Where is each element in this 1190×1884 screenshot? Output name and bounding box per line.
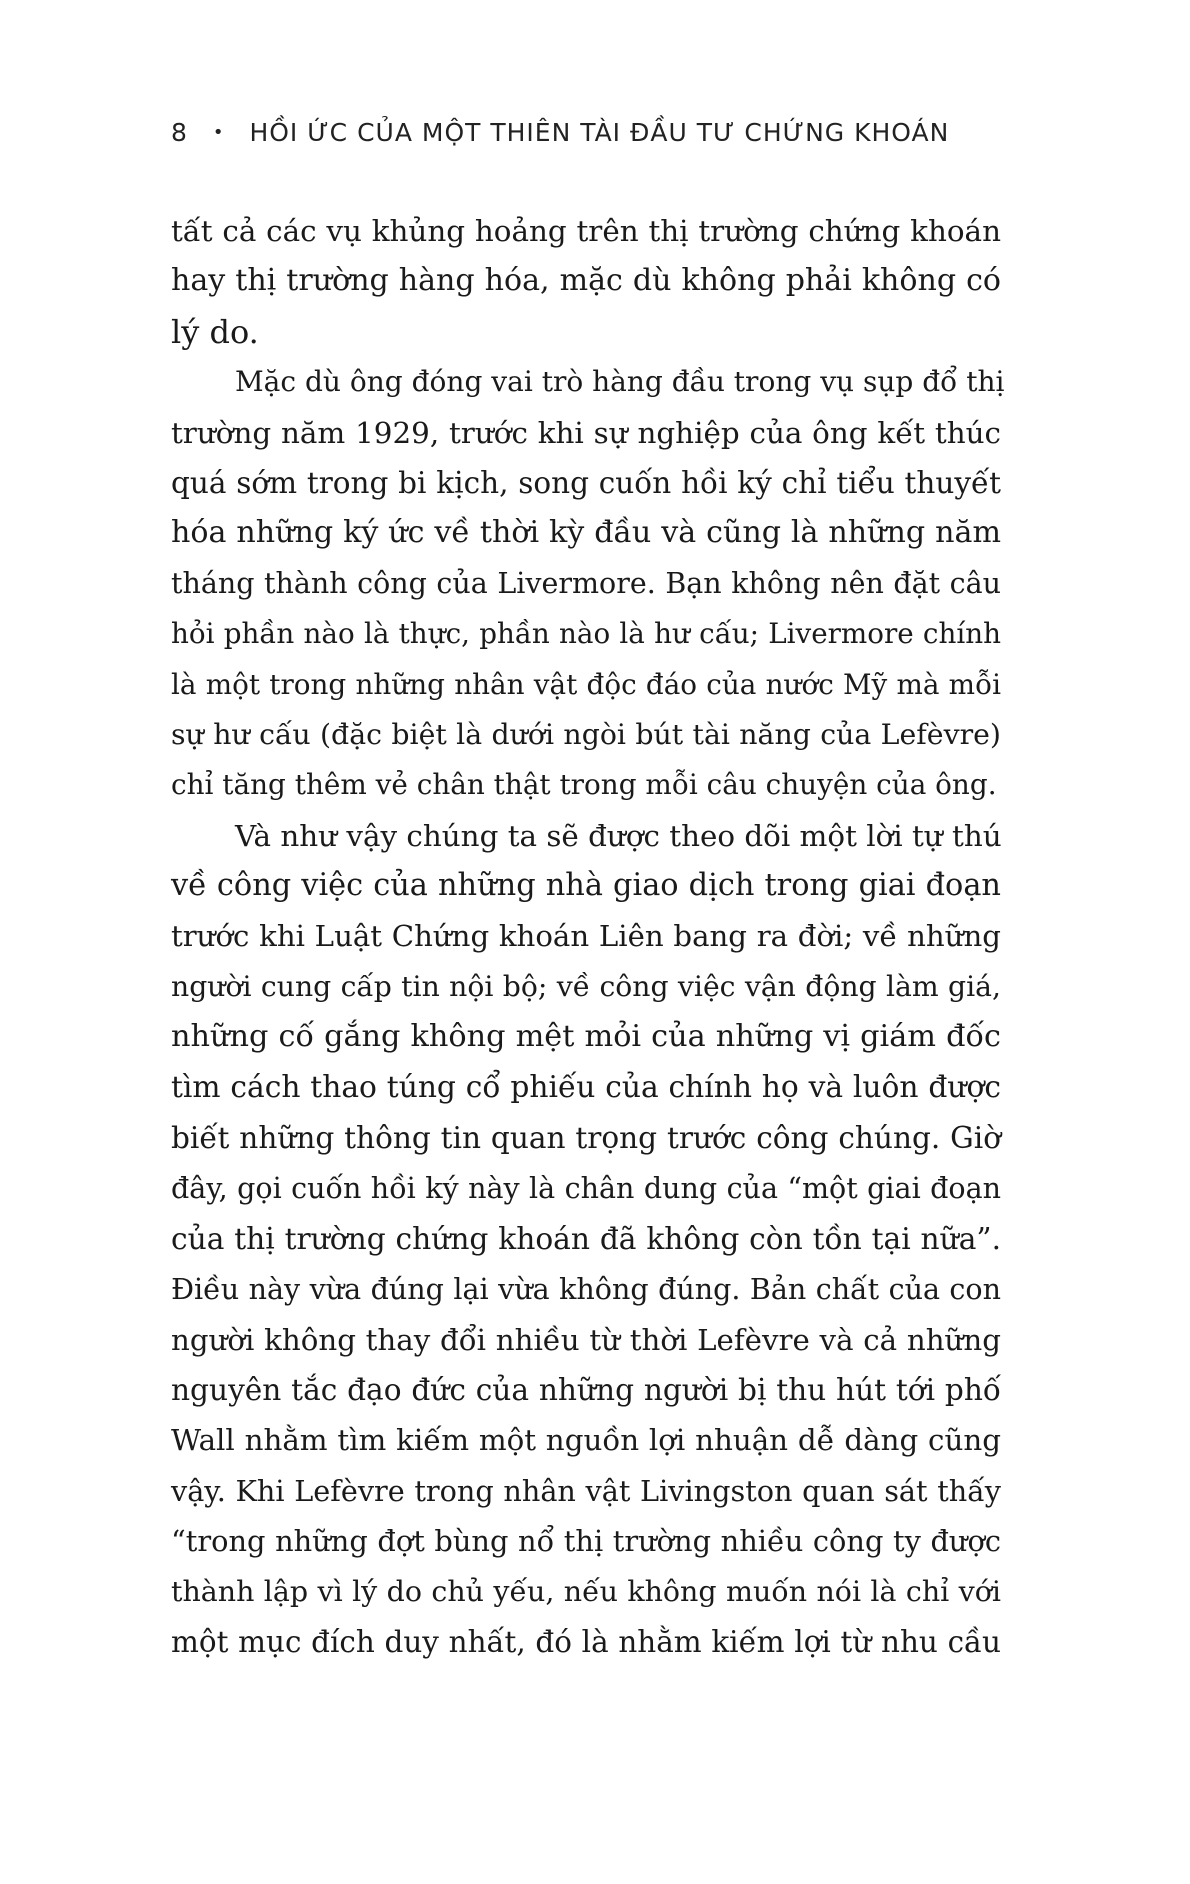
text-line: quá sớm trong bi kịch, song cuốn hồi ký chỉ tiểu thuyết — [171, 465, 1001, 500]
bullet-separator: • — [212, 122, 225, 143]
paragraph-1 — [171, 206, 1001, 357]
text-line: người cung cấp tin nội bộ; về công việc vận động làm giá, — [171, 969, 1001, 1003]
text-line: vậy. Khi Lefèvre trong nhân vật Livingston quan sát thấy — [171, 1473, 1001, 1508]
text-line: là một trong những nhân vật độc đáo của nước Mỹ mà mỗi — [171, 667, 1001, 701]
text-line: tháng thành công của Livermore. Bạn không nên đặt câu — [171, 566, 1001, 600]
text-line: hóa những ký ức về thời kỳ đầu và cũng là những năm — [171, 515, 1001, 551]
text-line: thành lập vì lý do chủ yếu, nếu không muốn nói là chỉ với — [171, 1574, 1001, 1608]
book-title: HỒI ỨC CỦA MỘT THIÊN TÀI ĐẦU TƯ CHỨNG KHOÁN — [249, 118, 950, 147]
text-line: nguyên tắc đạo đức của những người bị thu hút tới phố — [171, 1372, 1001, 1407]
text-line: lý do. — [171, 312, 259, 351]
text-line: người không thay đổi nhiều từ thời Lefèvre và cả những — [171, 1322, 1001, 1357]
text-line: tất cả các vụ khủng hoảng trên thị trường chứng khoán — [171, 214, 1001, 248]
paragraph-3 — [171, 811, 1001, 1668]
text-line: những cố gắng không mệt mỏi của những vị giám đốc — [171, 1019, 1001, 1055]
page-number: 8 — [171, 118, 188, 147]
body-text — [171, 206, 1005, 1667]
text-line: chỉ tăng thêm vẻ chân thật trong mỗi câu chuyện của ông. — [171, 768, 997, 802]
text-line: đây, gọi cuốn hồi ký này là chân dung của “một giai đoạn — [171, 1171, 1001, 1206]
running-head — [171, 118, 949, 147]
text-line: “trong những đợt bùng nổ thị trường nhiều công ty được — [171, 1524, 1001, 1559]
text-line: hỏi phần nào là thực, phần nào là hư cấu; Livermore chính — [171, 617, 1001, 651]
text-line: một mục đích duy nhất, đó là nhằm kiếm lợi từ nhu cầu — [171, 1624, 1001, 1659]
text-line: tìm cách thao túng cổ phiếu của chính họ và luôn được — [171, 1069, 1001, 1105]
text-line: trường năm 1929, trước khi sự nghiệp của ông kết thúc — [171, 415, 1001, 450]
text-line: sự hư cấu (đặc biệt là dưới ngòi bút tài năng của Lefèvre) — [171, 717, 1001, 751]
text-line: của thị trường chứng khoán đã không còn tồn tại nữa”. — [171, 1220, 1001, 1256]
text-line: Mặc dù ông đóng vai trò hàng đầu trong vụ sụp đổ thị — [235, 365, 1005, 399]
text-line: Và như vậy chúng ta sẽ được theo dõi một lời tự thú — [235, 818, 1002, 853]
text-line: Wall nhằm tìm kiếm một nguồn lợi nhuận dễ dàng cũng — [171, 1423, 1001, 1458]
text-line: về công việc của những nhà giao dịch trong giai đoạn — [171, 868, 1001, 904]
text-line: biết những thông tin quan trọng trước công chúng. Giờ — [171, 1121, 1001, 1156]
text-line: hay thị trường hàng hóa, mặc dù không phải không có — [171, 263, 1001, 299]
text-line: Điều này vừa đúng lại vừa không đúng. Bản chất của con — [171, 1272, 1001, 1307]
paragraph-2 — [171, 357, 1005, 811]
text-line: trước khi Luật Chứng khoán Liên bang ra đời; về những — [171, 919, 1001, 954]
